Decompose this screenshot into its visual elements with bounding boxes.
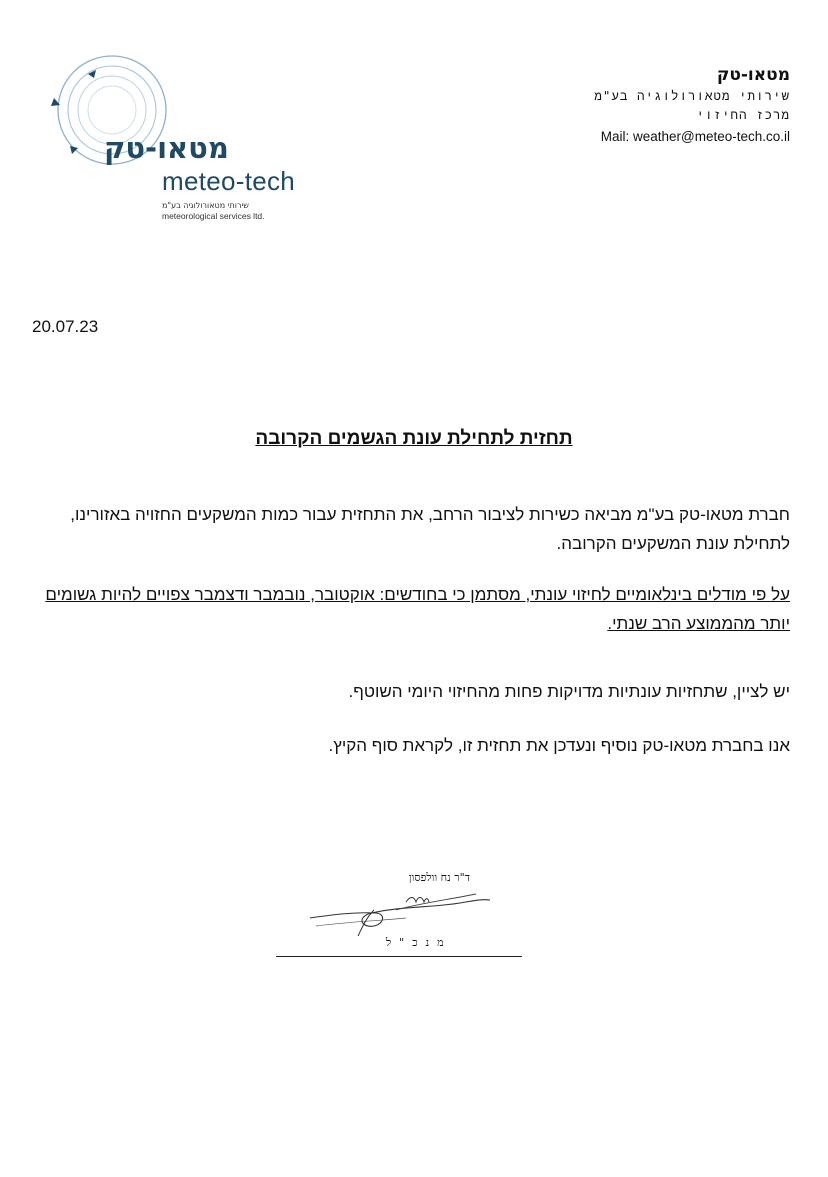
signatory-role: מנכ"ל xyxy=(386,936,452,949)
body-paragraph-note: יש לציין, שתחזיות עונתיות מדויקות פחות מהחיזוי היומי השוטף. xyxy=(348,682,790,701)
letterhead-department: מרכז החיזוי xyxy=(696,107,790,122)
signature-line xyxy=(276,956,522,957)
letter-title: תחזית לתחילת עונת הגשמים הקרובה xyxy=(255,428,573,449)
signatory-name: ד"ר נח וולפסון xyxy=(408,871,470,884)
logo-latin-text: meteo-tech xyxy=(162,166,296,196)
letterhead-services: שירותי מטאורולוגיה בע"מ xyxy=(594,88,790,103)
signature-block xyxy=(276,866,522,958)
letterhead-company-name: מטאו-טק xyxy=(716,65,790,85)
body-paragraph-intro: חברת מטאו-טק בע"מ מביאה כשירות לציבור הרחב, את התחזית עבור כמות המשקעים החזויה באזורינו, לתחילת עונת המשקעים הקרובה. xyxy=(70,505,790,553)
logo-hebrew-text: מטאו-טק xyxy=(104,131,229,165)
letterhead xyxy=(594,64,790,147)
letterhead-email: Mail: weather@meteo-tech.co.il xyxy=(600,129,790,144)
logo-subtitle-hebrew: שירותי מטאורולוגיה בע"מ xyxy=(162,201,249,210)
company-logo xyxy=(48,50,296,221)
body-paragraph-update: אנו בחברת מטאו-טק נוסיף ונעדכן את תחזית זו, לקראת סוף הקיץ. xyxy=(328,736,790,755)
body-paragraph-forecast: על פי מודלים בינלאומיים לחיזוי עונתי, מסתמן כי בחודשים: אוקטובר, נובמבר ודצמבר צפויים להיות גשומים יותר מהממוצע הרב שנתי. xyxy=(45,585,790,633)
logo-subtitle-english: meteorological services ltd. xyxy=(162,211,265,221)
letter-date: 20.07.23 xyxy=(32,317,99,336)
